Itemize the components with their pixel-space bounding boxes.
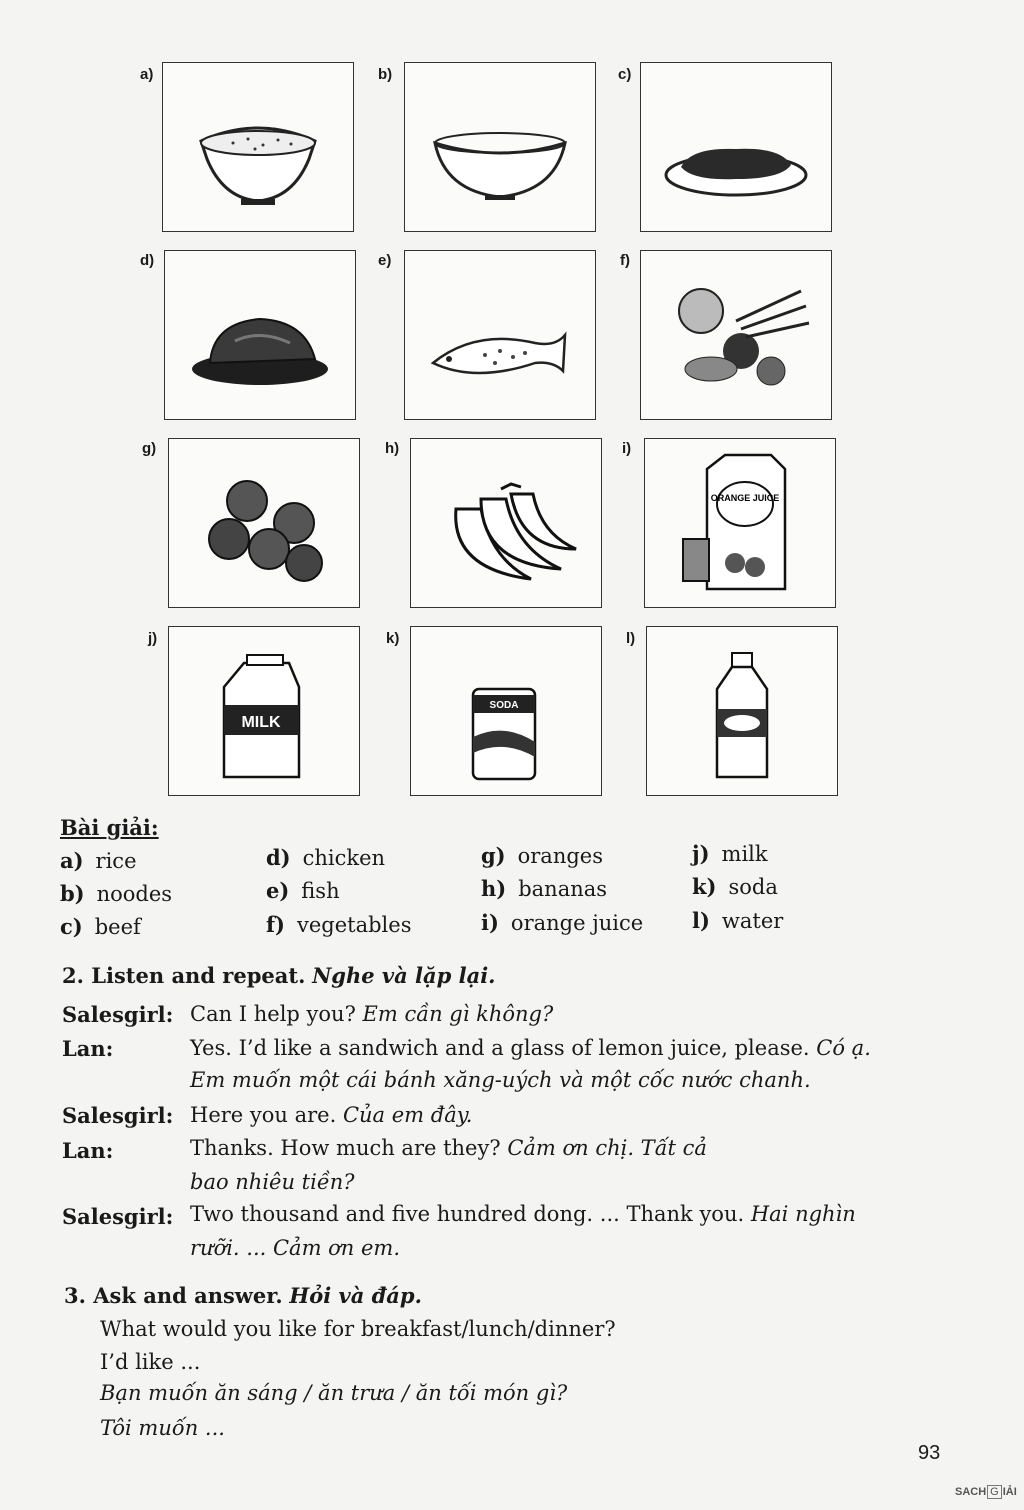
picture-oranges: [168, 438, 360, 608]
picture-beef: [640, 62, 832, 232]
section3-line-translation: Bạn muốn ăn sáng / ăn trưa / ăn tối món gì?: [100, 1381, 568, 1405]
picture-vegetables: [640, 250, 832, 420]
label-f: f): [620, 252, 630, 269]
picture-rice: [162, 62, 354, 232]
dialogue-speaker: Lan:: [62, 1138, 114, 1163]
label-i: i): [622, 440, 632, 457]
chicken-icon: [165, 251, 355, 419]
answer-c: c) beef: [60, 914, 141, 939]
section3-title: 3. Ask and answer. Hỏi và đáp.: [64, 1283, 422, 1308]
label-g: g): [142, 440, 157, 457]
label-j: j): [148, 630, 158, 647]
fish-icon: [405, 251, 595, 419]
picture-water: [646, 626, 838, 796]
picture-fish: [404, 250, 596, 420]
oranges-icon: [169, 439, 359, 607]
answer-h: h) bananas: [481, 876, 608, 901]
watermark-logo: SACH G IẢI: [955, 1486, 1017, 1498]
soda-can-icon: [411, 627, 601, 795]
label-c: c): [618, 66, 632, 83]
orange-juice-label: ORANGE JUICE: [710, 493, 780, 503]
dialogue-line: Here you are. Của em đây.: [190, 1103, 473, 1127]
answer-l: l) water: [692, 908, 784, 933]
answer-g: g) oranges: [481, 843, 603, 868]
beef-plate-icon: [641, 63, 831, 231]
answer-k: k) soda: [692, 874, 778, 899]
dialogue-line-translation: rưỡi. ... Cảm ơn em.: [190, 1236, 401, 1260]
section2-title: 2. Listen and repeat. Nghe và lặp lại.: [62, 963, 496, 988]
answer-i: i) orange juice: [481, 910, 644, 935]
section3-line: What would you like for breakfast/lunch/dinner?: [100, 1317, 616, 1341]
label-d: d): [140, 252, 155, 269]
section3-line: I’d like ...: [100, 1350, 201, 1374]
milk-label: MILK: [241, 714, 281, 731]
label-h: h): [385, 440, 400, 457]
dialogue-line-translation: Em muốn một cái bánh xăng-uých và một cốc nước chanh.: [190, 1068, 811, 1092]
dialogue-speaker: Salesgirl:: [62, 1103, 174, 1128]
answer-a: a) rice: [60, 848, 137, 873]
section3-line-translation: Tôi muốn ...: [100, 1416, 225, 1440]
noodle-bowl-icon: [405, 63, 595, 231]
dialogue-line: Yes. I’d like a sandwich and a glass of lemon juice, please. Có ạ.: [190, 1036, 871, 1060]
dialogue-speaker: Lan:: [62, 1036, 114, 1061]
picture-chicken: [164, 250, 356, 420]
label-e: e): [378, 252, 392, 269]
vegetables-icon: [641, 251, 831, 419]
soda-label: SODA: [489, 700, 519, 711]
label-k: k): [386, 630, 400, 647]
answer-j: j) milk: [692, 841, 768, 866]
answers-heading: Bài giải:: [60, 815, 159, 840]
orange-juice-icon: [645, 439, 835, 607]
label-l: l): [626, 630, 636, 647]
page-number: 93: [918, 1442, 941, 1464]
water-bottle-icon: [647, 627, 837, 795]
picture-milk: [168, 626, 360, 796]
rice-bowl-icon: [163, 63, 353, 231]
dialogue-speaker: Salesgirl:: [62, 1204, 174, 1229]
picture-soda: [410, 626, 602, 796]
answer-f: f) vegetables: [266, 912, 412, 937]
answer-d: d) chicken: [266, 845, 386, 870]
dialogue-line: Two thousand and five hundred dong. ... Thank you. Hai nghìn: [190, 1202, 856, 1226]
picture-noodles: [404, 62, 596, 232]
answer-e: e) fish: [266, 878, 340, 903]
dialogue-line: Thanks. How much are they? Cảm ơn chị. Tất cả: [190, 1136, 707, 1160]
bananas-icon: [411, 439, 601, 607]
answer-b: b) noodes: [60, 881, 173, 906]
picture-bananas: [410, 438, 602, 608]
dialogue-line-translation: bao nhiêu tiền?: [190, 1170, 355, 1194]
dialogue-speaker: Salesgirl:: [62, 1002, 174, 1027]
dialogue-line: Can I help you? Em cần gì không?: [190, 1002, 554, 1026]
milk-carton-icon: [169, 627, 359, 795]
label-b: b): [378, 66, 393, 83]
picture-orange-juice: [644, 438, 836, 608]
label-a: a): [140, 66, 154, 83]
